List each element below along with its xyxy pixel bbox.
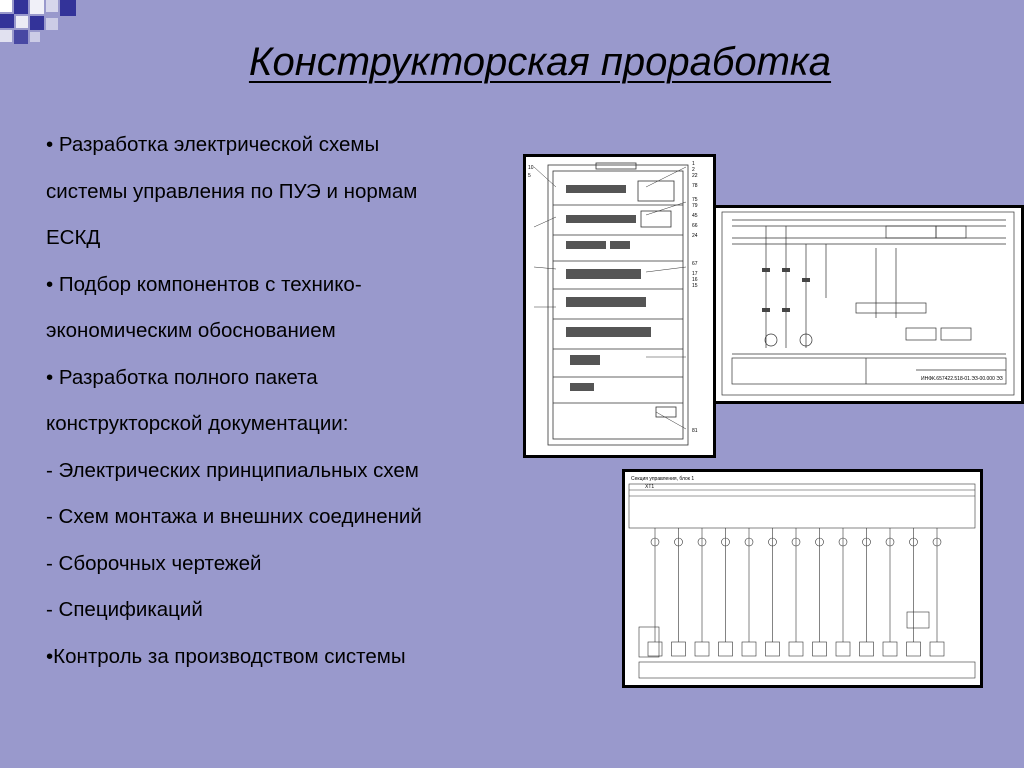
wiring-device-box [907,642,921,656]
cabinet-label: 78 [692,183,698,189]
wiring-header-label: Секция управления, блок 1 [631,476,695,482]
wiring-diagram-drawing [622,469,983,688]
cabinet-label: 1 [692,161,695,167]
cabinet-label: 22 [692,173,698,179]
electrical-schematic-drawing [713,205,1024,404]
corner-decoration [0,0,80,50]
cabinet-layout-drawing [523,154,716,458]
wiring-device-box [695,642,709,656]
bullet-line: конструкторской документации: [46,412,349,435]
bullet-line: ЕСКД [46,226,101,249]
schematic-title-block-label: ИНФК.657422.518-01.ЭЗ-00.000 ЭЗ [921,376,1003,382]
wiring-device-box [860,642,874,656]
wiring-terminal-label: ХТ1 [645,484,655,490]
wiring-device-box [836,642,850,656]
wiring-device-box [930,642,944,656]
wiring-device-box [883,642,897,656]
bullet-line: - Схем монтажа и внешних соединений [46,505,422,528]
bullet-line: - Электрических принципиальных схем [46,458,419,482]
bullet-line: • Разработка полного пакета [46,365,318,389]
bullet-line: экономическим обоснованием [46,319,336,342]
cabinet-label: 24 [692,233,698,239]
cabinet-label: 17 [692,271,698,277]
cabinet-label: 5 [528,173,531,179]
bullet-line: - Спецификаций [46,598,203,621]
bullet-line: системы управления по ПУЭ и нормам [46,179,418,203]
cabinet-label: 15 [692,283,698,289]
wiring-device-box [672,642,686,656]
slide-title: Конструкторская проработка [248,40,832,84]
wiring-device-box [719,642,733,656]
cabinet-label: 79 [692,203,698,209]
cabinet-label: 75 [692,197,698,203]
bullet-line: • Разработка электрической схемы [46,133,380,156]
cabinet-label: 16 [692,277,698,283]
cabinet-label: 10 [528,165,534,171]
bullet-line: - Сборочных чертежей [46,551,262,575]
cabinet-label: 67 [692,261,698,267]
bullet-list [46,122,526,680]
wiring-device-box [742,642,756,656]
wiring-device-box [766,642,780,656]
wiring-device-box [648,642,662,656]
cabinet-label: 2 [692,167,695,173]
cabinet-label: 81 [692,428,698,434]
cabinet-label: 45 [692,213,698,219]
bullet-line: • Подбор компонентов с технико- [46,272,362,296]
bullet-line: •Контроль за производством системы [46,644,406,668]
cabinet-label: 66 [692,223,698,229]
wiring-device-box [789,642,803,656]
wiring-device-box [813,642,827,656]
